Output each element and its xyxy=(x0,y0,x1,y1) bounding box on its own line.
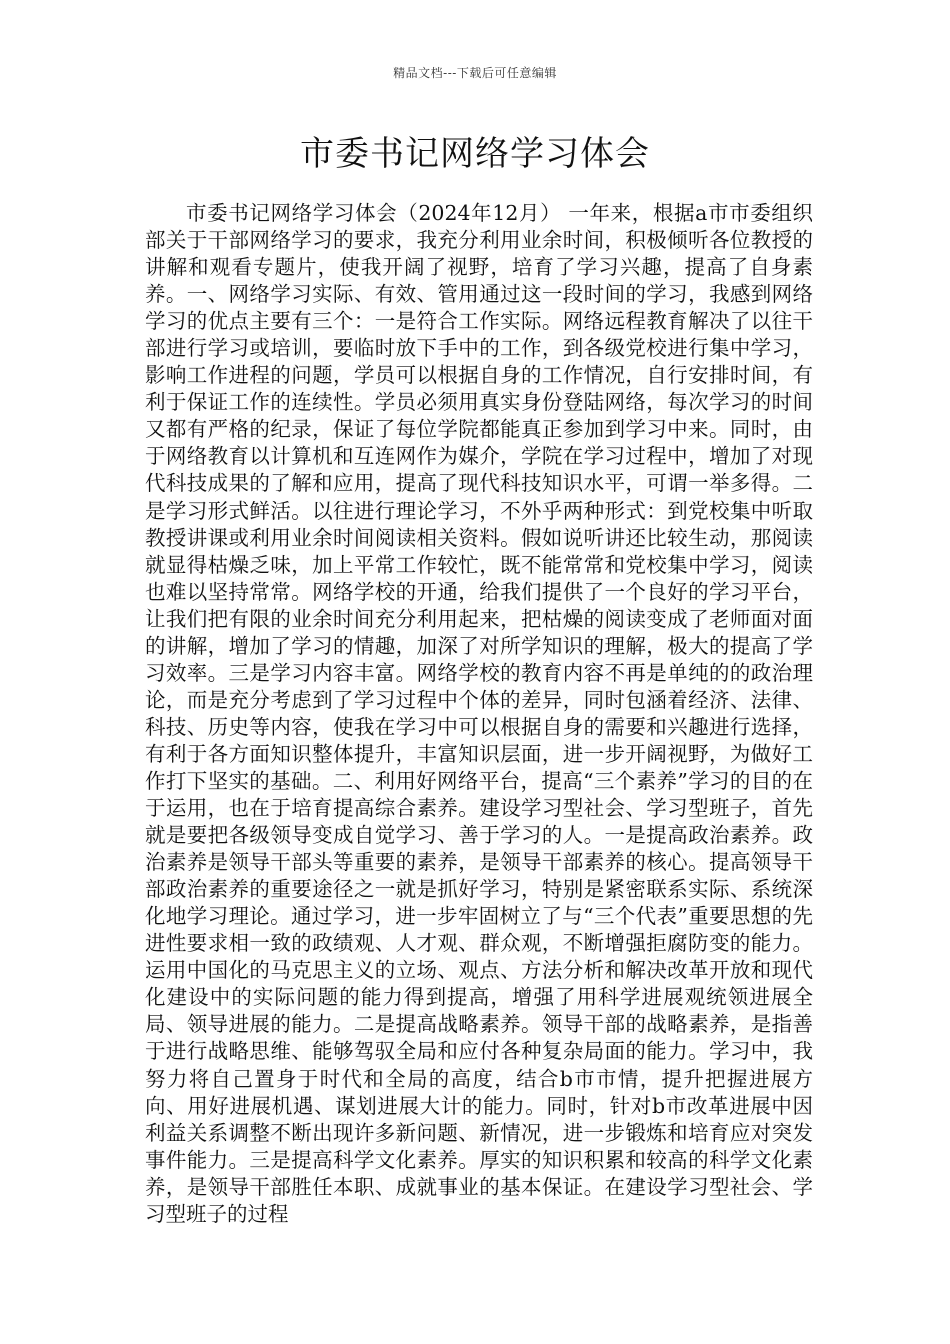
document-title: 市委书记网络学习体会 xyxy=(300,134,650,174)
header-note: 精品文档---下载后可任意编辑 xyxy=(393,66,557,80)
document-body: 市委书记网络学习体会（2024年12月） 一年来，根据a市市委组织部关于干部网络学习的要求，我充分利用业余时间，积极倾听各位教授的讲解和观看专题片，使我开阔了视野，培育了学习兴趣，提高了自身素养。一、网络学习实际、有效、管用通过这一段时间的学习，我感到网络学习的优点主要有三个：一是符合工作实际。网络远程教育解决了以往干部进行学习或培训，要临时放下手中的工作，到各级党校进行集中学习，影响工作进程的问题，学员可以根据自身的工作情况，自行安排时间，有利于保证工作的连续性。学员必须用真实身份登陆网络，每次学习的时间又都有严格的纪录，保证了每位学院都能真正参加到学习中来。同时，由于网络教育以计算机和互连网作为媒介，学院在学习过程中，增加了对现代科技成果的了解和应用，提高了现代科技知识水平，可谓一举多得。二是学习形式鲜活。以往进行理论学习，不外乎两种形式：到党校集中听取教授讲课或利用业余时间阅读相关资料。假如说听讲还比较生动，那阅读就显得枯燥乏味，加上平常工作较忙，既不能常常和党校集中学习，阅读也难以坚持常常。网络学校的开通，给我们提供了一个良好的学习平台，让我们把有限的业余时间充分利用起来，把枯燥的阅读变成了老师面对面的讲解，增加了学习的情趣，加深了对所学知识的理解，极大的提高了学习效率。三是学习内容丰富。网络学校的教育内容不再是单纯的的政治理论，而是充分考虑到了学习过程中个体的差异，同时包涵着经济、法律、科技、历史等内容，使我在学习中可以根据自身的需要和兴趣进行选择，有利于各方面知识整体提升，丰富知识层面，进一步开阔视野，为做好工作打下坚实的基础。二、利用好网络平台，提高“三个素养”学习的目的在于运用，也在于培育提高综合素养。建设学习型社会、学习型班子，首先就是要把各级领导变成自觉学习、善于学习的人。一是提高政治素养。政治素养是领导干部头等重要的素养，是领导干部素养的核心。提高领导干部政治素养的重要途径之一就是抓好学习，特别是紧密联系实际、系统深化地学习理论。通过学习，进一步牢固树立了与“三个代表”重要思想的先进性要求相一致的政绩观、人才观、群众观，不断增强拒腐防变的能力。运用中国化的马克思主义的立场、观点、方法分析和解决改革开放和现代化建设中的实际问题的能力得到提高，增强了用科学进展观统领进展全局、领导进展的能力。二是提高战略素养。领导干部的战略素养，是指善于进行战略思维、能够驾驭全局和应付各种复杂局面的能力。学习中，我努力将自己置身于时代和全局的高度，结合b市市情，提升把握进展方向、用好进展机遇、谋划进展大计的能力。同时，针对b市改革进展中因利益关系调整不断出现许多新问题、新情况，进一步锻炼和培育应对突发事件能力。三是提高科学文化素养。厚实的知识积累和较高的科学文化素养，是领导干部胜任本职、成就事业的基本保证。在建设学习型社会、学习型班子的过程 xyxy=(145,201,813,1226)
